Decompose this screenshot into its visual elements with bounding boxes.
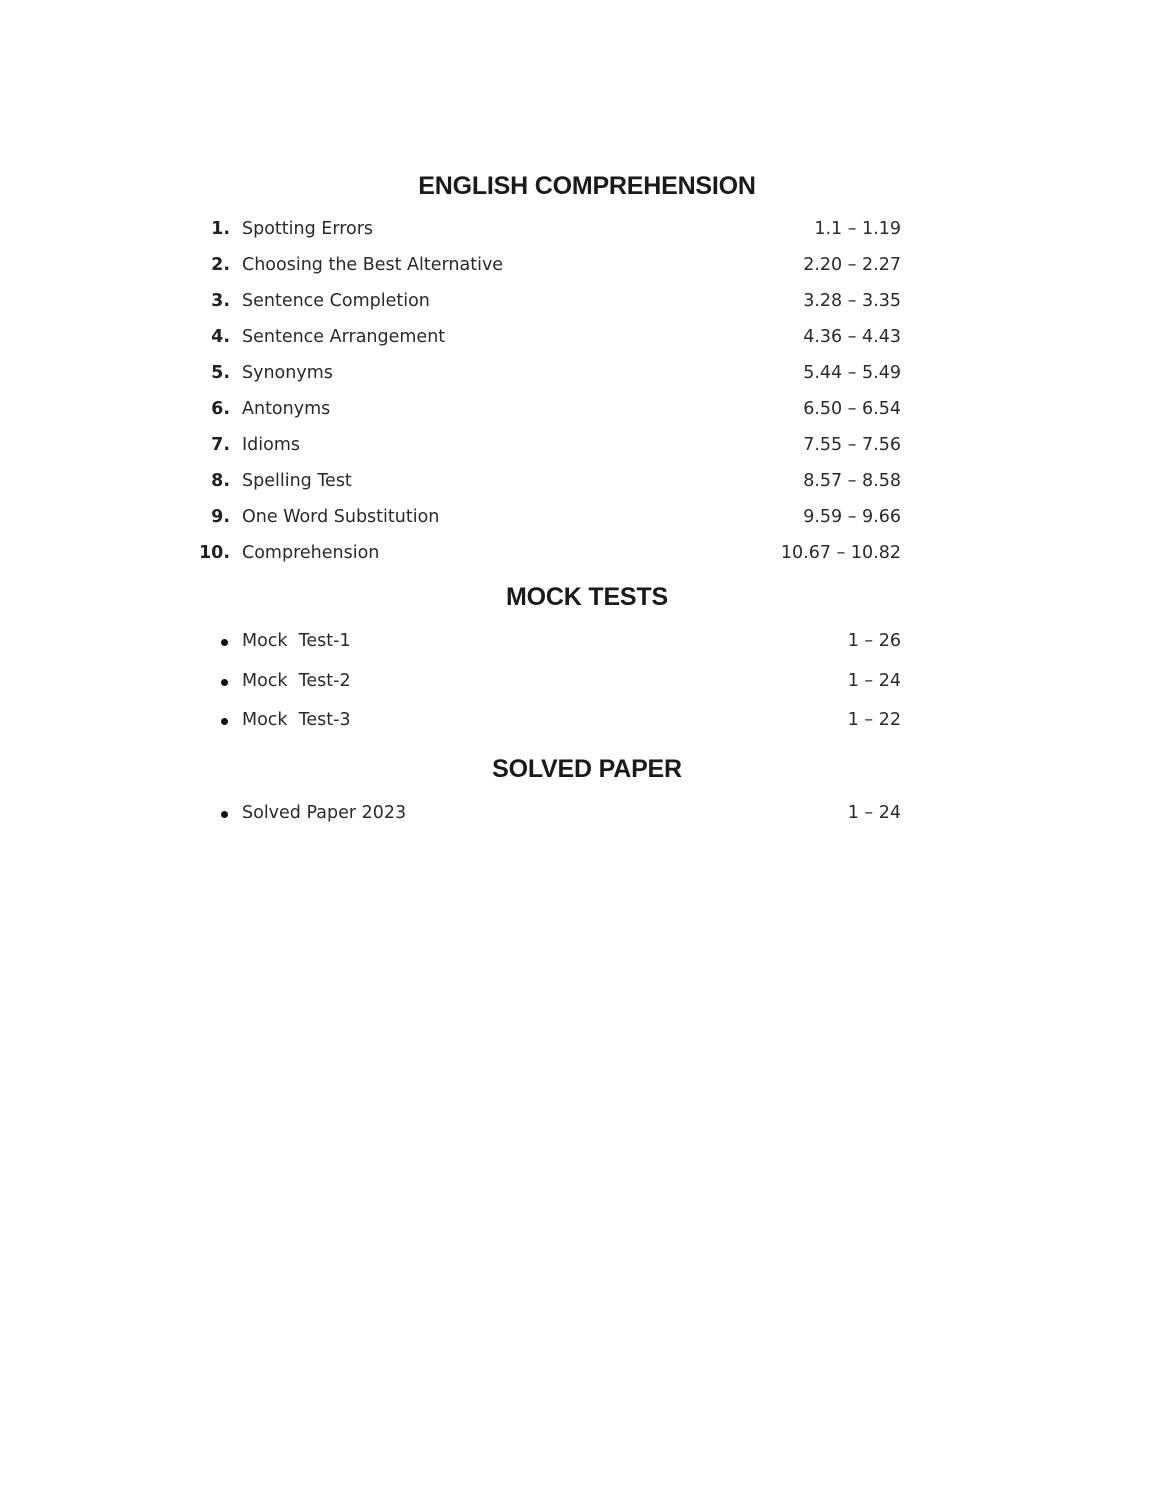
toc-entry-number: 4. bbox=[211, 327, 230, 347]
bullet-icon bbox=[221, 718, 228, 725]
toc-entry-pages: 1.1 – 1.19 bbox=[814, 219, 901, 239]
toc-entry-pages: 8.57 – 8.58 bbox=[803, 471, 901, 491]
toc-entry-title: Antonyms bbox=[242, 399, 331, 419]
toc-entry-pages: 10.67 – 10.82 bbox=[780, 543, 901, 563]
toc-entry[interactable] bbox=[0, 291, 1174, 327]
toc-entry-title: One Word Substitution bbox=[242, 507, 440, 527]
toc-entry-pages: 2.20 – 2.27 bbox=[803, 255, 901, 275]
toc-entry-title: Mock Test-2 bbox=[242, 670, 351, 691]
toc-entry-pages: 9.59 – 9.66 bbox=[803, 507, 901, 527]
toc-entry[interactable] bbox=[0, 671, 1174, 711]
toc-entry-pages: 1 – 24 bbox=[847, 670, 901, 691]
toc-entry-pages: 5.44 – 5.49 bbox=[803, 363, 901, 383]
toc-entry-title: Mock Test-1 bbox=[242, 631, 351, 651]
section-title-english-comprehension: ENGLISH COMPREHENSION bbox=[418, 172, 756, 200]
bullet-icon bbox=[221, 639, 228, 646]
toc-entry-title: Choosing the Best Alternative bbox=[242, 255, 504, 275]
toc-entry-number: 8. bbox=[211, 471, 230, 491]
toc-entry[interactable] bbox=[0, 435, 1174, 471]
toc-entry-title: Sentence Arrangement bbox=[242, 327, 446, 347]
toc-entry[interactable] bbox=[0, 255, 1174, 291]
toc-entry[interactable] bbox=[0, 219, 1174, 255]
toc-entry-title: Comprehension bbox=[242, 543, 380, 563]
toc-entry-number: 9. bbox=[211, 507, 230, 527]
bullet-icon bbox=[221, 811, 228, 818]
toc-entry-pages: 7.55 – 7.56 bbox=[803, 435, 901, 455]
toc-entry[interactable] bbox=[0, 507, 1174, 543]
toc-entry[interactable] bbox=[0, 471, 1174, 507]
toc-entry-title: Solved Paper 2023 bbox=[242, 803, 407, 823]
toc-entry-number: 6. bbox=[211, 399, 230, 419]
toc-entry[interactable] bbox=[0, 363, 1174, 399]
section-title-mock-tests: MOCK TESTS bbox=[506, 583, 668, 611]
toc-entry[interactable] bbox=[0, 710, 1174, 750]
solved-paper-list bbox=[0, 803, 1174, 839]
toc-entry-number: 2. bbox=[211, 255, 230, 275]
toc-entry[interactable] bbox=[0, 543, 1174, 579]
toc-entry-pages: 3.28 – 3.35 bbox=[803, 291, 901, 311]
toc-entry[interactable] bbox=[0, 631, 1174, 671]
toc-entry-title: Spelling Test bbox=[242, 471, 352, 491]
toc-entry-title: Idioms bbox=[242, 435, 301, 455]
toc-entry[interactable] bbox=[0, 327, 1174, 363]
toc-entry-number: 5. bbox=[211, 363, 230, 383]
toc-entry-number: 7. bbox=[211, 435, 230, 455]
toc-entry-pages: 6.50 – 6.54 bbox=[803, 399, 901, 419]
toc-entry-number: 3. bbox=[211, 291, 230, 311]
bullet-icon bbox=[221, 679, 228, 686]
toc-entry-pages: 1 – 22 bbox=[847, 710, 901, 730]
english-comprehension-list bbox=[0, 219, 1174, 579]
toc-entry-pages: 1 – 26 bbox=[847, 631, 901, 651]
toc-entry-number: 10. bbox=[198, 543, 230, 563]
toc-entry-title: Mock Test-3 bbox=[242, 710, 351, 730]
toc-entry-title: Synonyms bbox=[242, 363, 333, 383]
toc-entry-title: Spotting Errors bbox=[242, 219, 374, 239]
section-title-solved-paper: SOLVED PAPER bbox=[492, 755, 682, 783]
toc-entry-title: Sentence Completion bbox=[242, 291, 430, 311]
toc-entry-pages: 4.36 – 4.43 bbox=[803, 327, 901, 347]
mock-tests-list bbox=[0, 631, 1174, 750]
toc-entry-number: 1. bbox=[211, 219, 230, 239]
toc-entry[interactable] bbox=[0, 803, 1174, 839]
toc-entry-pages: 1 – 24 bbox=[847, 803, 901, 823]
toc-entry[interactable] bbox=[0, 399, 1174, 435]
